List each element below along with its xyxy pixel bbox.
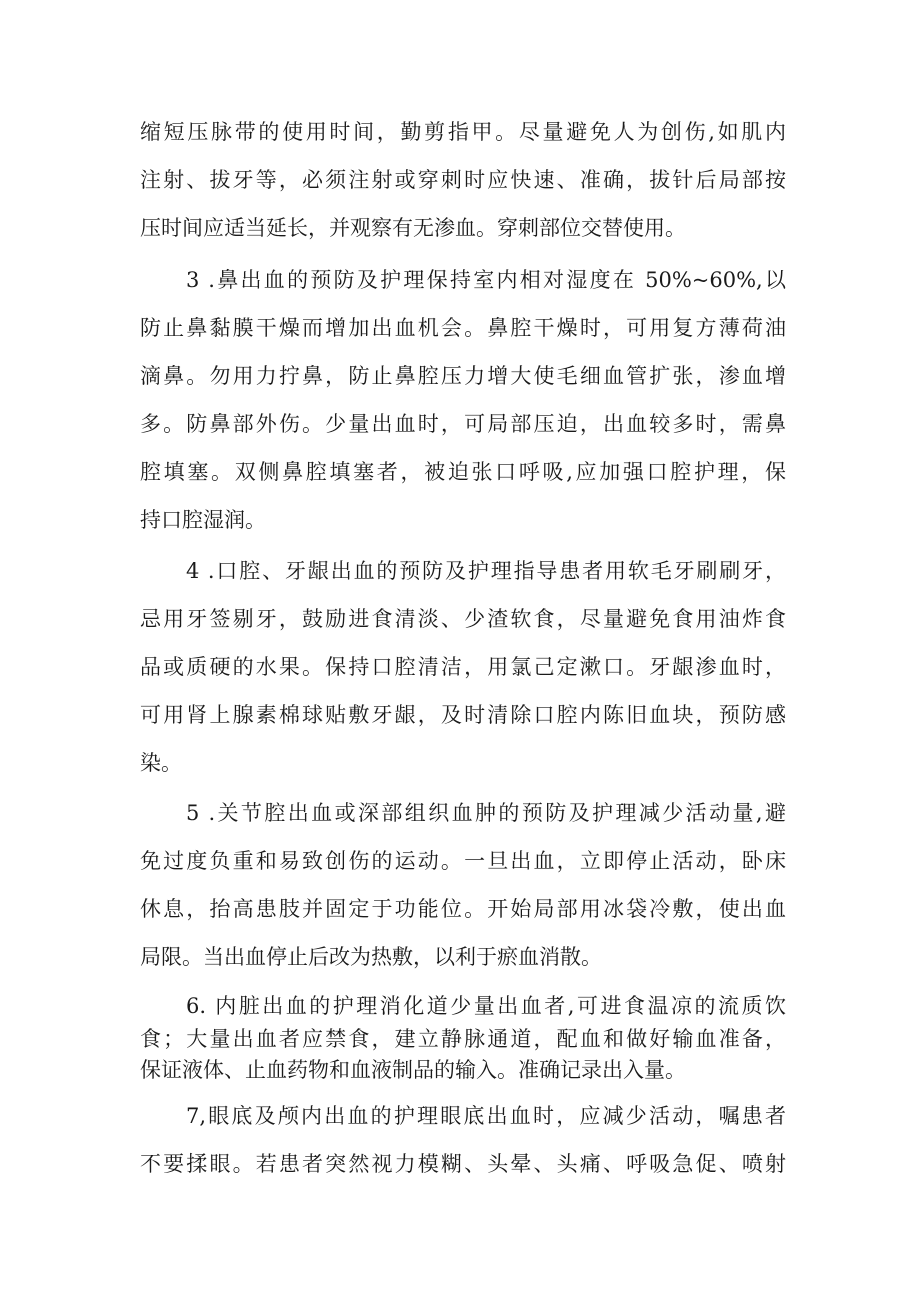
text-line: 休息，抬高患肢并固定于功能位。开始局部用冰袋冷敷，使出血 bbox=[140, 897, 786, 921]
text-line: 食；大量出血者应禁食，建立静脉通道，配血和做好输血准备， bbox=[140, 1027, 786, 1051]
text-line: 压时间应适当延长，并观察有无渗血。穿刺部位交替使用。 bbox=[140, 216, 686, 240]
text-line: 缩短压脉带的使用时间，勤剪指甲。尽量避免人为创伤,如肌内 bbox=[140, 120, 786, 144]
text-line: 局限。当出血停止后改为热敷，以利于瘀血消散。 bbox=[140, 945, 602, 969]
text-line: 忌用牙签剔牙，鼓励进食清淡、少渣软食，尽量避免食用油炸食 bbox=[140, 607, 786, 631]
text-line: 5 .关节腔出血或深部组织血肿的预防及护理减少活动量,避 bbox=[186, 801, 786, 825]
text-line: 腔填塞。双侧鼻腔填塞者，被迫张口呼吸,应加强口腔护理，保 bbox=[140, 460, 786, 484]
text-line: 持口腔湿润。 bbox=[140, 508, 266, 532]
text-line: 多。防鼻部外伤。少量出血时，可局部压迫，出血较多时，需鼻 bbox=[140, 412, 786, 436]
text-line: 7,眼底及颅内出血的护理眼底出血时，应减少活动，嘱患者 bbox=[186, 1104, 786, 1128]
text-line: 不要揉眼。若患者突然视力模糊、头晕、头痛、呼吸急促、喷射 bbox=[140, 1152, 786, 1176]
text-line: 3 .鼻出血的预防及护理保持室内相对湿度在 50%~60%,以 bbox=[186, 268, 786, 292]
text-line: 防止鼻黏膜干燥而增加出血机会。鼻腔干燥时，可用复方薄荷油 bbox=[140, 316, 786, 340]
text-line: 保证液体、止血药物和血液制品的输入。准确记录出入量。 bbox=[140, 1058, 686, 1082]
text-line: 4 .口腔、牙龈出血的预防及护理指导患者用软毛牙刷刷牙， bbox=[186, 559, 786, 583]
text-line: 免过度负重和易致创伤的运动。一旦出血，立即停止活动，卧床 bbox=[140, 849, 786, 873]
text-line: 品或质硬的水果。保持口腔清洁，用氯己定漱口。牙龈渗血时， bbox=[140, 655, 786, 679]
text-line: 注射、拔牙等，必须注射或穿刺时应快速、准确，拔针后局部按 bbox=[140, 168, 786, 192]
text-line: 6. 内脏出血的护理消化道少量出血者,可进食温凉的流质饮 bbox=[186, 994, 786, 1018]
text-line: 滴鼻。勿用力拧鼻，防止鼻腔压力增大使毛细血管扩张，渗血增 bbox=[140, 364, 786, 388]
text-line: 染。 bbox=[140, 751, 182, 775]
text-line: 可用肾上腺素棉球贴敷牙龈，及时清除口腔内陈旧血块，预防感 bbox=[140, 703, 786, 727]
